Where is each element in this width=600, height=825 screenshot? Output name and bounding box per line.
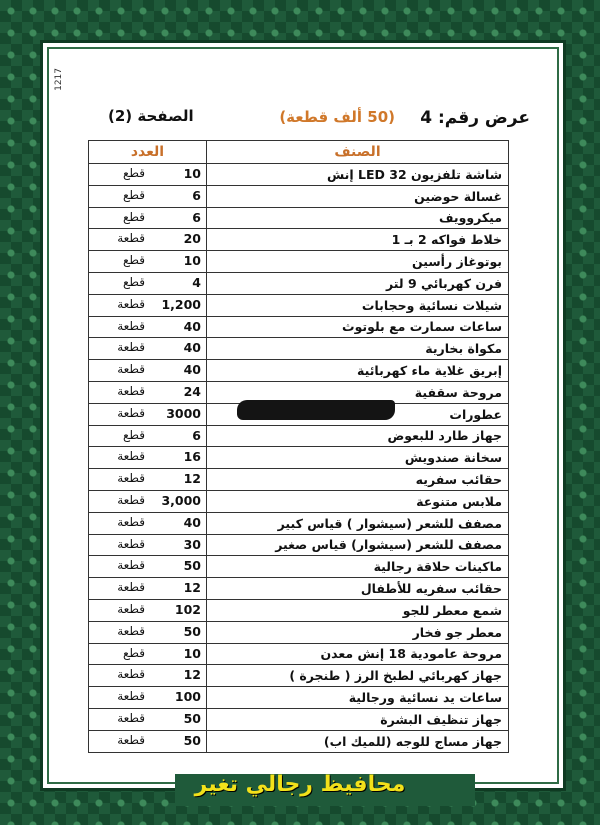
offer-count: (50 ألف قطعة) [279,108,395,126]
item-count-cell [89,447,207,469]
item-unit: قطعة [117,732,145,747]
item-unit: قطع [123,274,145,289]
item-count: 10 [183,645,201,661]
table-row [89,534,509,556]
item-count-cell [89,425,207,447]
item-name: سخانة صندويش [207,447,509,469]
item-unit: قطعة [117,492,145,507]
item-count-cell [89,272,207,294]
item-count-cell [89,403,207,425]
item-count-cell [89,381,207,403]
item-count-cell [89,207,207,229]
table-row [89,316,509,338]
item-unit: قطعة [117,362,145,377]
item-count-cell [89,599,207,621]
item-count: 12 [183,667,201,683]
item-count-cell [89,338,207,360]
item-count: 12 [183,471,201,487]
item-count: 20 [183,231,201,247]
item-name: جهاز طارد للبعوض [207,425,509,447]
item-unit: قطع [123,166,145,180]
item-count-cell [89,251,207,273]
item-unit: قطعة [117,340,145,355]
item-unit: قطع [123,209,145,224]
table-row [89,185,509,207]
item-unit: قطعة [117,231,145,246]
item-count-cell [89,316,207,338]
item-unit: قطعة [117,623,145,638]
item-count-cell [89,490,207,512]
item-count: 30 [183,536,201,552]
item-unit: قطعة [117,405,145,420]
table-row [89,621,509,643]
item-name: إبريق غلاية ماء كهربائية [207,360,509,382]
table-row [89,447,509,469]
offer-header [60,104,540,132]
item-unit: قطعة [117,558,145,573]
item-count: 10 [183,166,201,181]
item-name: شمع معطر للجو [207,599,509,621]
item-count: 1,200 [161,296,201,312]
table-row [89,687,509,709]
item-count-cell [89,512,207,534]
item-name: عطورات [207,403,509,425]
table-row [89,294,509,316]
table-row [89,599,509,621]
item-unit: قطعة [117,710,145,725]
item-name: ماكينات حلاقة رجالية [207,556,509,578]
item-count-cell [89,534,207,556]
item-name: ميكروويف [207,207,509,229]
item-unit: قطعة [117,296,145,311]
items-table [88,140,509,753]
item-count-cell [89,556,207,578]
table-row [89,469,509,491]
table-row [89,490,509,512]
page-label: الصفحة (2) [108,107,194,125]
item-unit: قطعة [117,667,145,682]
item-name: جهاز تنظيف البشرة [207,708,509,730]
item-count: 50 [183,623,201,639]
item-count: 40 [183,340,201,356]
item-count: 50 [183,710,201,726]
item-count: 102 [174,601,201,617]
item-count: 6 [192,209,201,225]
item-unit: قطعة [117,601,145,616]
item-count-cell [89,294,207,316]
item-name: مروحة سقفية [207,381,509,403]
item-unit: قطعة [117,471,145,486]
table-row [89,251,509,273]
item-name: ساعات سمارت مع بلوتوث [207,316,509,338]
item-count-cell [89,185,207,207]
bottom-banner-text: محافيظ رجالي تغير [194,772,406,797]
item-unit: قطعة [117,449,145,464]
item-count-cell [89,643,207,665]
table-row [89,207,509,229]
item-unit: قطعة [117,514,145,529]
item-count-cell [89,730,207,752]
item-count-cell [89,621,207,643]
item-count-cell [89,164,207,186]
item-count-cell [89,708,207,730]
item-count-cell [89,578,207,600]
redaction-mark [237,400,395,420]
item-count: 3000 [166,405,201,421]
item-unit: قطعة [117,383,145,398]
table-row [89,708,509,730]
table-row [89,360,509,382]
table-row [89,512,509,534]
table-header-row [89,141,509,164]
table-row [89,556,509,578]
item-name: خلاط فواكه 2 بـ 1 [207,229,509,251]
item-name: مروحة عامودية 18 إنش معدن [207,643,509,665]
item-unit: قطع [123,645,145,660]
item-count: 6 [192,187,201,203]
item-unit: قطع [123,187,145,202]
item-count: 10 [183,253,201,269]
item-unit: قطع [123,427,145,442]
item-count: 16 [183,449,201,465]
column-header-count: العدد [89,141,207,164]
item-name: حقائب سفريه للأطفال [207,578,509,600]
item-name: ملابس متنوعة [207,490,509,512]
item-count: 50 [183,558,201,574]
item-unit: قطعة [117,536,145,551]
item-name: ساعات يد نسائية ورجالية [207,687,509,709]
item-name: شاشة تلفزيون LED 32 إنش [207,164,509,186]
item-count-cell [89,229,207,251]
item-name: فرن كهربائي 9 لتر [207,272,509,294]
column-header-item: الصنف [207,141,509,164]
item-name: بوتوغاز رأسين [207,251,509,273]
item-unit: قطعة [117,689,145,704]
table-row [89,425,509,447]
item-name: غسالة حوضين [207,185,509,207]
item-name: جهاز مساج للوجه (للميك اب) [207,730,509,752]
item-count: 50 [183,732,201,748]
table-row [89,665,509,687]
item-count: 40 [183,318,201,334]
table-row [89,643,509,665]
item-count: 40 [183,514,201,530]
table-row [89,730,509,752]
item-unit: قطع [123,253,145,268]
item-name: جهاز كهربائي لطبخ الرز ( طنجرة ) [207,665,509,687]
item-count: 6 [192,427,201,443]
item-count-cell [89,360,207,382]
item-name: حقائب سفريه [207,469,509,491]
table-row [89,578,509,600]
margin-page-number: 1217 [54,68,64,91]
item-count-cell [89,469,207,491]
item-unit: قطعة [117,318,145,333]
item-name: مكواة بخارية [207,338,509,360]
item-count: 12 [183,580,201,596]
table-row [89,272,509,294]
item-name: شيلات نسائية وحجابات [207,294,509,316]
table-row [89,164,509,186]
table-row [89,229,509,251]
item-name: مصفف للشعر (سيشوار) قياس صغير [207,534,509,556]
item-count: 3,000 [161,492,201,508]
item-count-cell [89,687,207,709]
item-count: 100 [174,689,201,705]
offer-number: عرض رقم: 4 [420,108,530,128]
item-count-cell [89,665,207,687]
item-name: مصفف للشعر (سيشوار ) قياس كبير [207,512,509,534]
table-row [89,338,509,360]
item-count: 40 [183,362,201,378]
item-count: 4 [192,274,201,290]
item-count: 24 [183,383,201,399]
item-name: معطر جو فخار [207,621,509,643]
item-unit: قطعة [117,580,145,595]
